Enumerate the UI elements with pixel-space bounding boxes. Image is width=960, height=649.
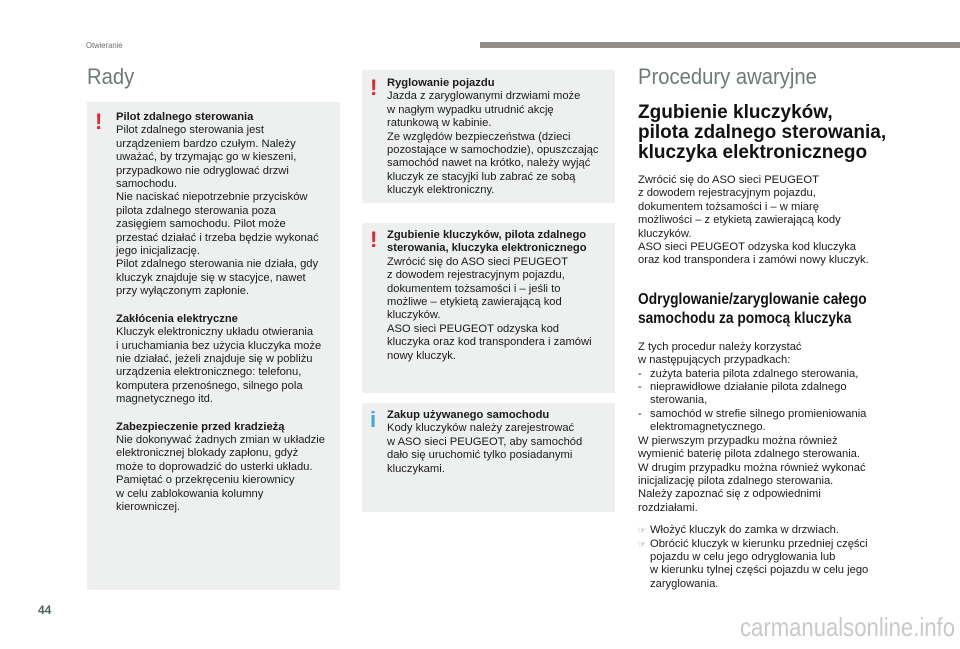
- note-title: Zgubienie kluczyków, pilota zdalnego sterowania, kluczyka elektronicznego: [387, 229, 587, 255]
- case-item: [638, 368, 908, 381]
- warning-icon: !: [95, 109, 103, 134]
- step-text: Włożyć kluczyk do zamka w drzwiach.: [650, 524, 839, 537]
- tips-title: Rady: [87, 64, 135, 89]
- tip-body: Pilot zdalnego sterowania jest urządzeniem bardzo czułym. Należy uważać, by trzymając go w kieszeni, przypadkowo nie odryglować drzwi samochodu. Nie naciskać niepotrzebnie przycisków pilota zdalnego sterowania poza zasięgiem samochodu. Pilot może przestać działać i trzeba będzie wykonać jego inicjalizację. Pilot zdalnego sterowania nie działa, gdy kluczyk znajduje się w stacyjce, nawet przy wyłączonym zapłonie.: [116, 124, 319, 298]
- key-locking-heading: Odryglowanie/zaryglowanie całego samochodu za pomocą kluczyka: [638, 290, 867, 327]
- tip-body: Nie dokonywać żadnych zmian w układzie elektronicznej blokady zapłonu, gdyż może to doprowadzić do usterki układu. Pamiętać o przekręceniu kierownicy w celu zablokowania kolumny kierowniczej.: [116, 433, 325, 513]
- lost-keys-note-box: [362, 223, 615, 393]
- warning-icon: !: [370, 75, 378, 100]
- case-text: samochód w strefie silnego promieniowania elektromagnetycznego.: [650, 407, 867, 434]
- step-text: Obrócić kluczyk w kierunku przedniej części pojazdu w celu jego odryglowania lub w kierunku tylnej części pojazdu w celu jego zaryglowania.: [650, 537, 869, 590]
- info-icon: i: [370, 407, 377, 432]
- dash-marker: -: [638, 367, 642, 380]
- case-item: [638, 381, 908, 408]
- pointing-hand-icon: ☞: [638, 525, 647, 536]
- tip-body: Kluczyk elektroniczny układu otwierania i uruchamiania bez użycia kluczyka może nie działać, jeżeli znajduje się w pobliżu urządzenia elektronicznego: telefonu, komputera przenośnego, silnego pola magnetycznego itd.: [116, 326, 322, 406]
- tips-box: [87, 102, 340, 590]
- step-item: [638, 524, 908, 537]
- pointing-hand-icon: ☞: [638, 538, 647, 549]
- case-text: zużyta bateria pilota zdalnego sterowania,: [650, 367, 859, 380]
- note-title: Ryglowanie pojazdu: [387, 77, 495, 89]
- details-text: W pierwszym przypadku można również wymienić baterię pilota zdalnego sterowania. W drugim przypadku można również wykonać inicjalizację pilota zdalnego sterowania. Należy zapoznać się z odpowiednimi rozdziałami.: [638, 434, 866, 514]
- section-bar: [480, 42, 960, 48]
- used-car-note-box: [362, 403, 615, 512]
- tip-title: Zabezpieczenie przed kradzieżą: [116, 420, 285, 433]
- page-number: 44: [38, 603, 52, 617]
- tip-title: Pilot zdalnego sterowania: [116, 111, 254, 123]
- tip-title: Zakłócenia elektryczne: [116, 312, 238, 325]
- note-title: Zakup używanego samochodu: [387, 409, 550, 421]
- note-body: Zwrócić się do ASO sieci PEUGEOT z dowodem rejestracyjnym pojazdu, dokumentem tożsamości i – jeśli to możliwe – etykietą zawierającą kod kluczyków. ASO sieci PEUGEOT odzyska kod kluczyka oraz kod transpondera i zamówi nowy kluczyk.: [387, 255, 592, 362]
- case-item: [638, 408, 908, 435]
- step-item: [638, 538, 908, 592]
- dash-marker: -: [638, 407, 642, 420]
- emergency-title: Procedury awaryjne: [638, 64, 817, 89]
- intro-text: Z tych procedur należy korzystać w następujących przypadkach:: [638, 340, 802, 367]
- note-body: Jazda z zaryglowanymi drzwiami może w nagłym wypadku utrudnić akcję ratunkową w kabinie. Ze względów bezpieczeństwa (dzieci pozostające w samochodzie), opuszczając samochód nawet na krótko, należy wyjąć kluczyk ze stacyjki lub zabrać ze sobą kluczyk elektroniczny.: [387, 90, 599, 197]
- note-body: Kody kluczyków należy zarejestrować w ASO sieci PEUGEOT, aby samochód dało się uruchomić tylko posiadanymi kluczykami.: [387, 422, 583, 475]
- lost-keys-text: Zwrócić się do ASO sieci PEUGEOT z dowodem rejestracyjnym pojazdu, dokumentem tożsamości i – w miarę możliwości – z etykietą zawierającą kody kluczyków. ASO sieci PEUGEOT odzyska kod kluczyka oraz kod transpondera i zamówi nowy kluczyk.: [638, 174, 869, 267]
- watermark: carmanualsonline.info: [740, 612, 955, 642]
- warning-icon: !: [370, 227, 378, 252]
- section-label: Otwieranie: [86, 40, 123, 50]
- lost-keys-heading: Zgubienie kluczyków, pilota zdalnego sterowania, kluczyka elektronicznego: [638, 102, 887, 163]
- dash-marker: -: [638, 381, 642, 394]
- case-text: nieprawidłowe działanie pilota zdalnego sterowania,: [650, 381, 847, 407]
- locking-note-box: [362, 70, 615, 203]
